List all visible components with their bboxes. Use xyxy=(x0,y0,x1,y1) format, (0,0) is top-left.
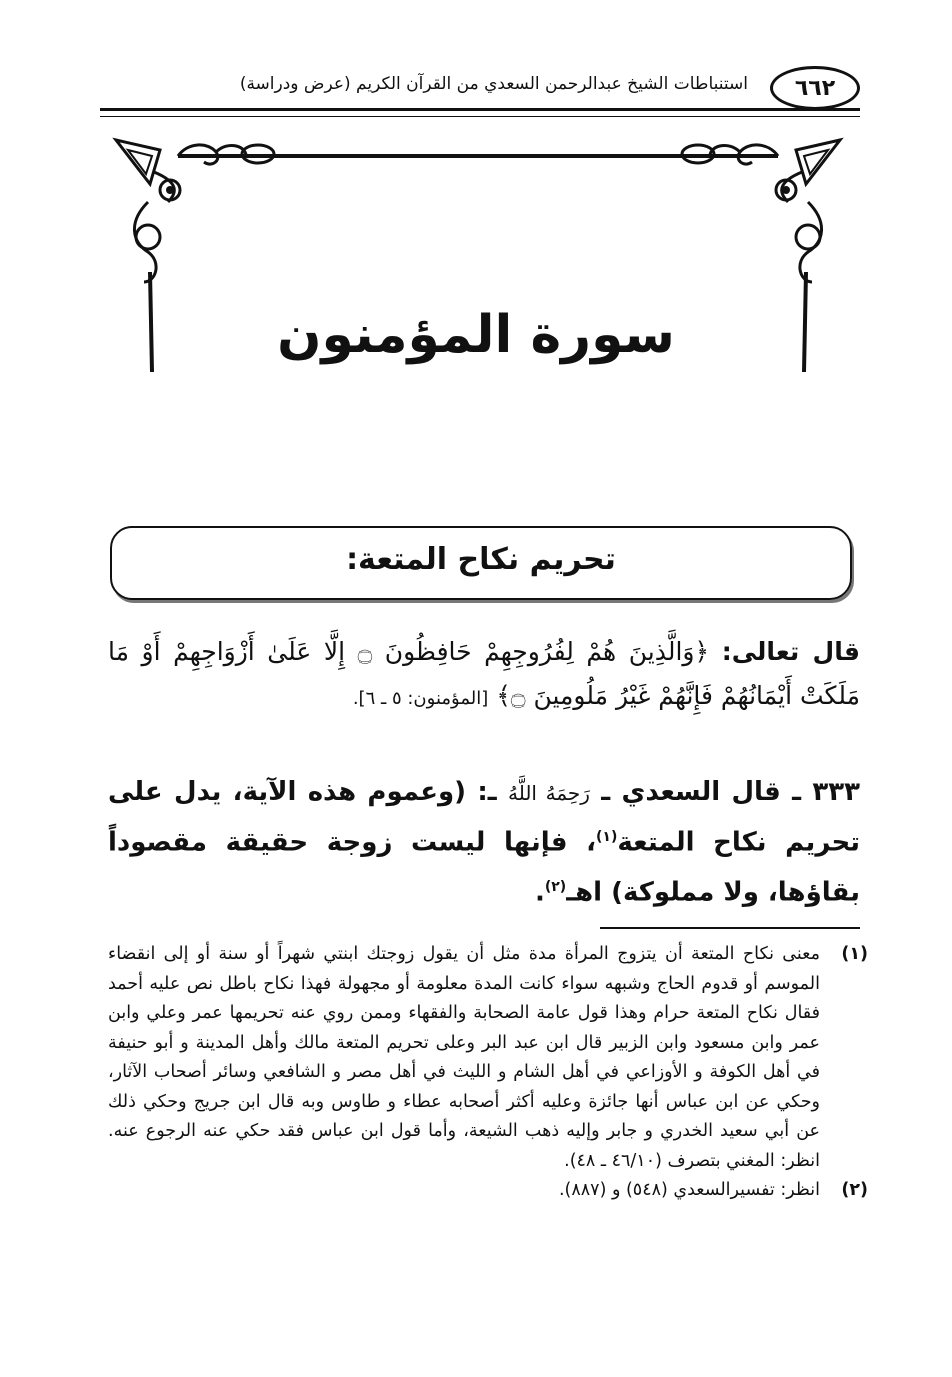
footnotes xyxy=(108,940,868,1206)
header-rule xyxy=(100,108,860,111)
quran-verse-paragraph xyxy=(108,630,860,721)
running-title: استنباطات الشيخ عبدالرحمن السعدي من القرآن الكريم (عرض ودراسة) xyxy=(239,74,748,94)
verse-text: ﴿وَالَّذِينَ هُمْ لِفُرُوجِهِمْ حَافِظُونَ ۝ إِلَّا عَلَىٰ أَزْوَاجِهِمْ أَوْ مَا مَلَكَتْ أَيْمَانُهُمْ فَإِنَّهُمْ غَيْرُ مَلُومِينَ ۝﴾ xyxy=(108,637,860,710)
footnote-mark: (٢) xyxy=(841,1180,868,1200)
page-header xyxy=(100,66,860,114)
page-number: ٦٦٢ xyxy=(770,66,860,110)
commentary-paragraph xyxy=(108,770,860,914)
verse-reference: [المؤمنون: ٥ ـ ٦]. xyxy=(352,688,489,709)
footnote-text: انظر: تفسيرالسعدي (٥٤٨) و (٨٨٧). xyxy=(558,1180,820,1200)
footnote-2 xyxy=(108,1176,868,1206)
footnote-text: معنى نكاح المتعة أن يتزوج المرأة مدة مثل أن يقول زوجتك ابنتي شهراً أو سنة أو إلى انقضاء الموسم أو قدوم الحاج وشبهه سواء كانت المدة معلومة أو مجهولة فهذا نكاح باطل نص عليه أحمد فقال نكاح المتعة حرام وهذا قول عامة الصحابة والفقهاء وممن روي عنه تحريمها عمر وعلي وابن عمر وابن مسعود وابن الزبير قال ابن عبد البر وعلى تحريم المتعة مالك وأهل المدينة و أبو حنيفة في أهل الكوفة و الأوزاعي في أهل الشام و الليث في أهل مصر و الشافعي وسائر أصحاب الآثار، وحكي عن ابن عباس أنها جائزة وعليه أكثر أصحابه عطاء و طاوس وبه قال ابن جريج وحكي ذلك عن أبي سعيد الخدري و جابر وإليه ذهب الشيعة، وأما قول ابن عباس فقد حكي عنه الرجوع عنه. انظر: المغني بتصرف (٤٦/١٠ ـ ٤٨). xyxy=(108,944,820,1171)
footnote-1 xyxy=(108,940,868,1176)
commentary-quote-part1: ـ: (وعموم هذه الآية، يدل على تحريم نكاح المتعة xyxy=(108,777,860,858)
section-heading-box xyxy=(110,526,852,600)
commentary-quote-part2: ، فإنها ليست زوجة حقيقة مقصوداً بقاؤها، ولا مملوكة) اهـ xyxy=(108,827,860,908)
footnote-mark: (١) xyxy=(841,944,868,964)
verse-intro: قال تعالى: xyxy=(721,637,861,666)
surah-title: سورة المؤمنون xyxy=(277,305,675,365)
section-heading: تحريم نكاح المتعة: xyxy=(346,542,616,577)
header-rule-thin xyxy=(100,116,860,117)
commentary-number-author: ٣٣٣ ـ قال السعدي ـ xyxy=(601,777,860,807)
honorific: رَحِمَهُ اللَّهُ xyxy=(507,781,590,805)
footnote-ref-2: (٢) xyxy=(544,878,567,895)
commentary-end: . xyxy=(534,877,545,908)
footnote-ref-1: (١) xyxy=(596,829,618,845)
footnote-separator xyxy=(600,927,860,929)
